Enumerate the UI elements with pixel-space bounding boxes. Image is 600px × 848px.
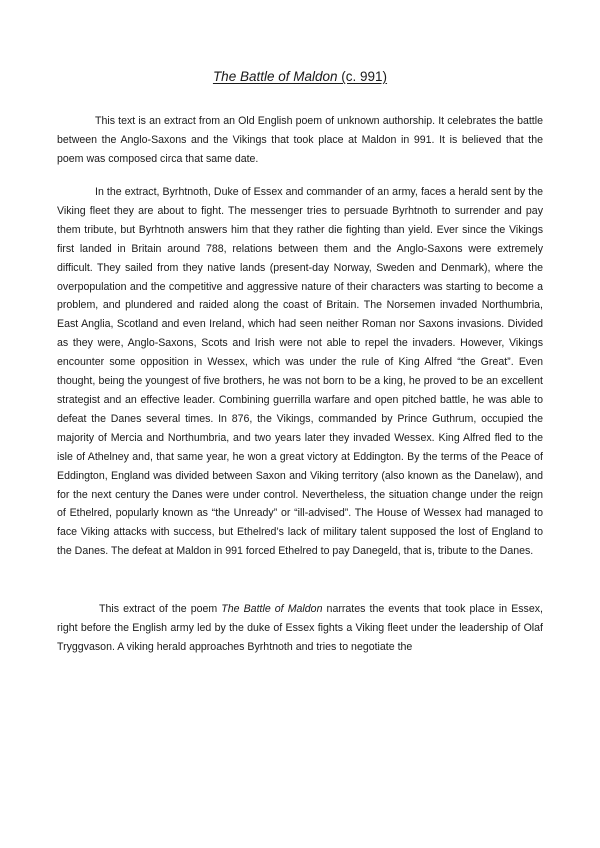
paragraph-extract-end: narrates the events that took place in Essex, right before the English army led by the duke of Essex fights a Viking fleet under the leadership of Olaf Tryggvason. A viking herald approaches Byrhtnoth and tries to negotiate the (57, 603, 543, 653)
paragraph-extract (57, 600, 543, 657)
poem-title-italic: The Battle of Maldon (221, 603, 323, 615)
paragraph-extract-start: This extract of the poem (99, 603, 222, 615)
document-title (0, 69, 600, 84)
paragraph-intro: This text is an extract from an Old English poem of unknown authorship. It celebrates the battle between the Anglo-Saxons and the Vikings that took place at Maldon in 991. It is believed that the poem was composed circa that same date. (57, 115, 543, 165)
paragraph-history: In the extract, Byrhtnoth, Duke of Essex and commander of an army, faces a herald sent by the Viking fleet they are about to fight. The messenger tries to persuade Byrhtnoth to surrender and pay them tribute, but Byrhtnoth answers him that they rather die fighting than yield. Ever since the Vikings first landed in Britain around 788, relations between them and the Anglo-Saxons were extremely difficult. They sailed from they native lands (present-day Norway, Sweden and Denmark), where the overpopulation and the competitive and aggressive nature of their characters was starting to become a problem, and plundered and raided along the coast of Britain. The Norsemen invaded Northumbria, East Anglia, Scotland and even Ireland, which had seen neither Roman nor Saxons invasions. Divided as they were, Anglo-Saxons, Scots and Irish were not able to repel the invaders. However, Vikings encounter some opposition in Wessex, which was under the rule of King Alfred “the Great”. Even thought, being the youngest of five brothers, he was not born to be a king, he proved to be an excellent strategist and an effective leader. Combining guerrilla warfare and open pitched battle, he was able to defeat the Danes several times. In 876, the Vikings, commanded by Prince Guthrum, occupied the majority of Mercia and Northumbria, and two years later they invaded Wessex. King Alfred fled to the isle of Athelney and, that same year, he won a great victory at Eddington. By the terms of the Peace of Eddington, England was divided between Saxon and Viking territory (also known as the Danelaw), and for the next century the Danes were under control. Nevertheless, the situation change under the reign of Ethelred, popularly known as “the Unready” or “ill-advised”. The House of Wessex had managed to face Viking attacks with success, but Ethelred’s lack of military talent supposed the lost of England to the Danes. The defeat at Maldon in 991 forced Ethelred to pay Danegeld, that is, tribute to the Danes. (57, 186, 543, 558)
title-date: (c. 991) (337, 69, 388, 84)
title-italic: The Battle of Maldon (212, 69, 338, 84)
